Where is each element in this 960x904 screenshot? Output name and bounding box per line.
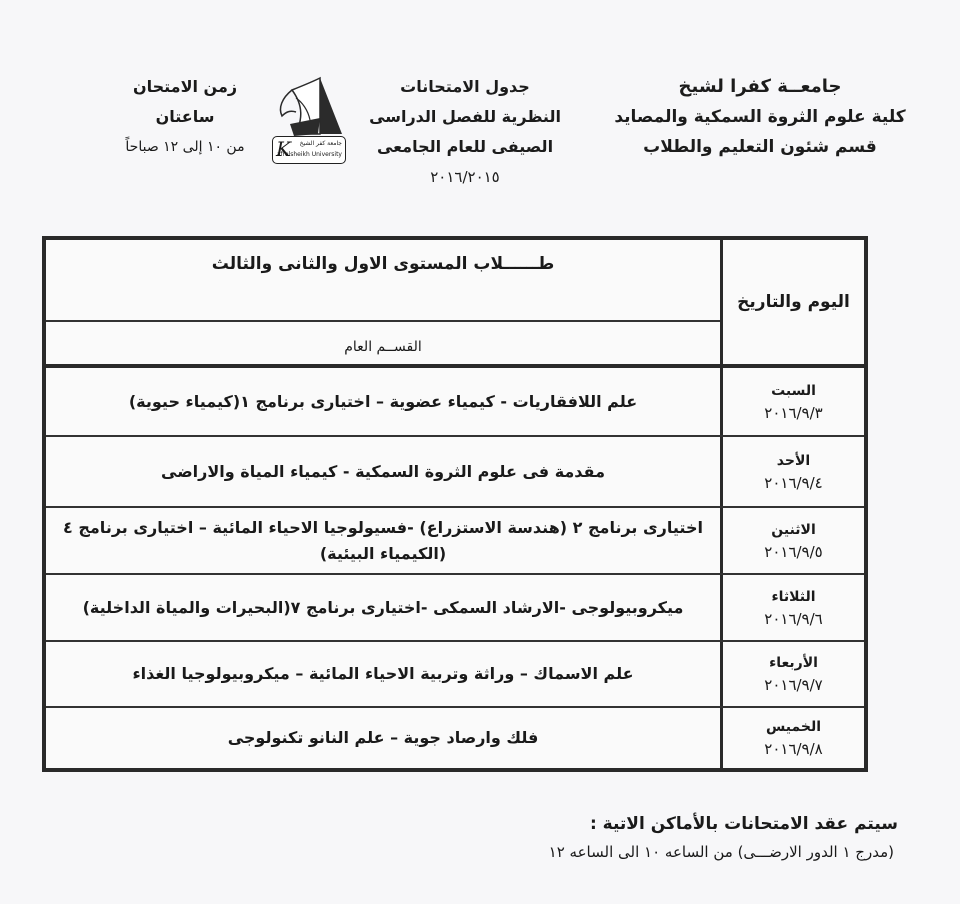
table-row-subjects: علم اللافقاريات - كيمياء عضوية – اختيارى برنامج ١(كيمياء حيوية) bbox=[128, 391, 638, 411]
day-name: الأربعاء bbox=[769, 655, 818, 671]
table-row-day-date bbox=[723, 642, 864, 706]
venue-info bbox=[549, 810, 898, 866]
exam-duration: ساعتان bbox=[155, 107, 215, 126]
faculty-name: كلية علوم الثروة السمكية والمصايد bbox=[614, 107, 906, 127]
logo-letter: K bbox=[276, 137, 291, 161]
table-row-subjects: فلك وارصاد جوية – علم النانو تكنولوجى bbox=[227, 728, 539, 747]
sailboat-logo-icon bbox=[268, 76, 350, 140]
logo-badge bbox=[272, 136, 346, 164]
exam-date: ٢٠١٦/٩/٨ bbox=[764, 740, 823, 758]
university-logo bbox=[268, 76, 350, 172]
exam-date: ٢٠١٦/٩/٥ bbox=[764, 542, 823, 561]
day-date-header: اليوم والتاريخ bbox=[737, 292, 850, 312]
venue-detail: (مدرج ١ الدور الارضـــى) من الساعه ١٠ الى الساعه ١٢ bbox=[548, 843, 894, 861]
day-name: الثلاثاء bbox=[771, 588, 816, 605]
table-row-day-date bbox=[723, 708, 864, 768]
table-row-subjects: مقدمة فى علوم الثروة السمكية - كيمياء المياة والاراضى bbox=[161, 461, 605, 481]
schedule-title bbox=[350, 72, 580, 192]
institution-header bbox=[560, 72, 960, 162]
exam-schedule-table bbox=[42, 236, 868, 772]
day-name: السبت bbox=[771, 382, 816, 399]
day-name: الخميس bbox=[765, 719, 822, 735]
logo-english-text: afrelsheikh University bbox=[276, 151, 342, 158]
exam-date: ٢٠١٦/٩/٣ bbox=[764, 403, 823, 422]
venue-intro: سيتم عقد الامتحانات بالأماكن الاتية : bbox=[589, 814, 898, 834]
exam-time-info bbox=[110, 72, 260, 162]
table-row-day-date bbox=[723, 368, 864, 435]
department-name: قسم شئون التعليم والطلاب bbox=[643, 137, 877, 157]
schedule-title-line1: جدول الامتحانات bbox=[400, 77, 530, 96]
exam-date: ٢٠١٦/٩/٤ bbox=[764, 473, 823, 492]
table-row-day-date bbox=[723, 508, 864, 573]
day-name: الاثنين bbox=[771, 521, 816, 538]
table-row-subjects: ميكروبيولوجى -الارشاد السمكى -اختيارى برنامج ٧(البحيرات والمياة الداخلية) bbox=[82, 597, 684, 617]
table-row-day-date bbox=[723, 575, 864, 640]
table-row-subjects: علم الاسماك – وراثة وتربية الاحياء المائية – ميكروبيولوجيا الغذاء bbox=[132, 664, 634, 683]
students-level-header: طــــــلاب المستوى الاول والثانى والثالث bbox=[211, 254, 555, 274]
logo-arabic-text: جامعة كفر الشيخ bbox=[299, 140, 342, 147]
academic-year: ٢٠١٦/٢٠١٥ bbox=[430, 168, 500, 186]
exam-time-label: زمن الامتحان bbox=[132, 77, 238, 96]
table-row-day-date bbox=[723, 437, 864, 506]
table-row-subjects: اختيارى برنامج ٢ (هندسة الاستزراع) -فسيولوجيا الاحياء المائية – اختيارى برنامج ٤ (الكيمياء البيئية) bbox=[63, 517, 703, 563]
exam-date: ٢٠١٦/٩/٧ bbox=[764, 676, 823, 694]
schedule-title-line2: النظرية للفصل الدراسى bbox=[369, 107, 561, 126]
exam-date: ٢٠١٦/٩/٦ bbox=[764, 609, 823, 628]
schedule-title-line3: الصيفى للعام الجامعى bbox=[376, 137, 554, 156]
exam-hours: من ١٠ إلى ١٢ صباحاً bbox=[125, 139, 245, 155]
day-name: الأحد bbox=[776, 452, 811, 469]
university-name: جامعــة كفرا لشيخ bbox=[678, 76, 842, 97]
department-header: القســم العام bbox=[344, 339, 422, 355]
